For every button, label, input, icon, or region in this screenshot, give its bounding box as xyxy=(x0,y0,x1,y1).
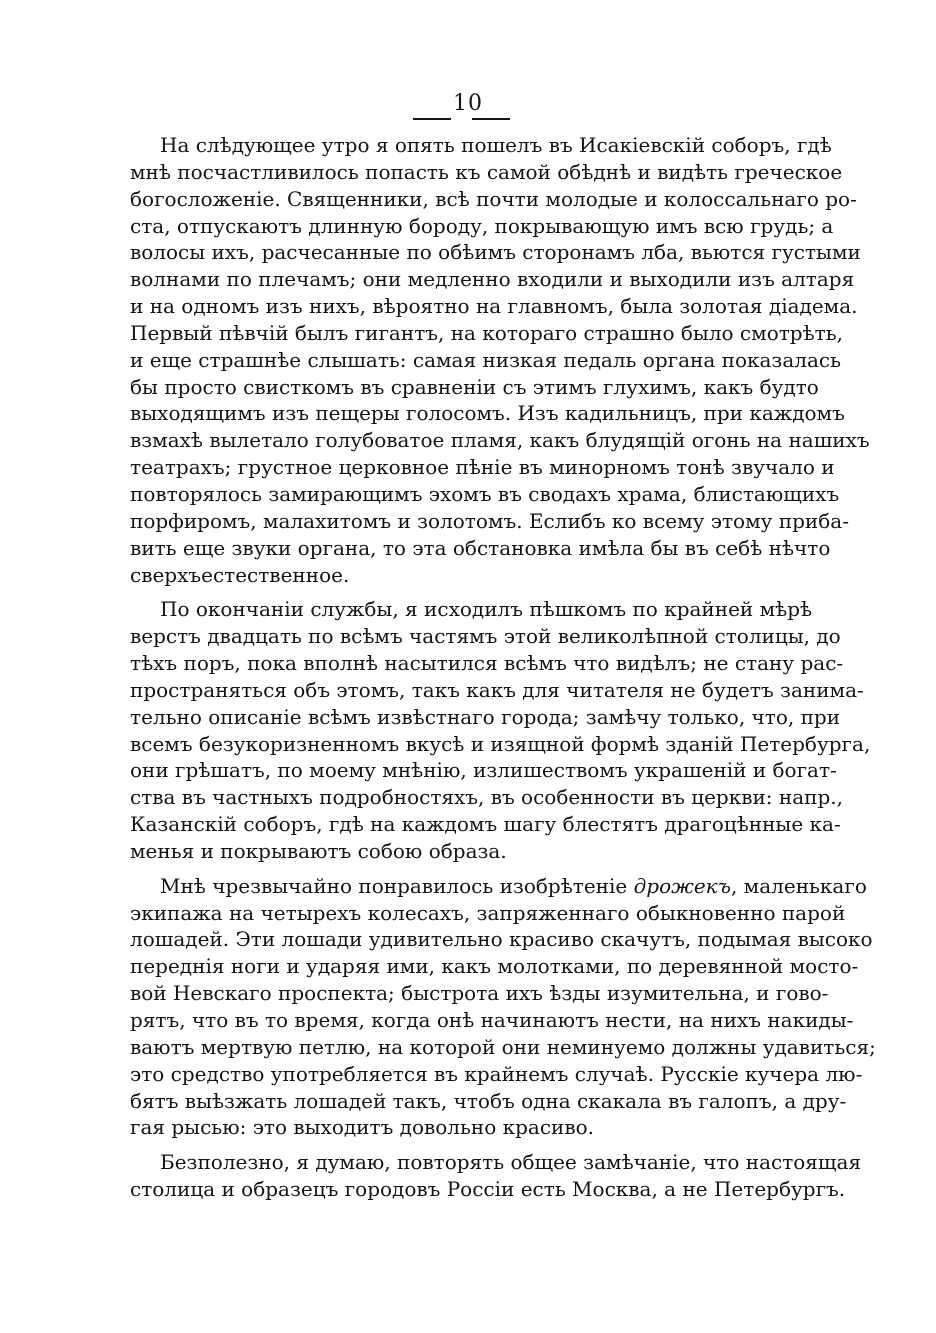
text-line: Безполезно, я думаю, повторять общее замѣчаніе, что настоящая xyxy=(160,1150,862,1175)
text-line: театрахъ; грустное церковное пѣніе въ минорномъ тонѣ звучало и xyxy=(130,455,835,480)
text-line: Первый пѣвчій былъ гигантъ, на котораго страшно было смотрѣть, xyxy=(130,320,843,345)
text-line: всемъ безукоризненномъ вкусѣ и изящной формѣ зданій Петербурга, xyxy=(130,731,871,756)
text-line: столица и образецъ городовъ Россіи есть Москва, а не Петербургъ. xyxy=(130,1177,846,1202)
text-line: На слѣдующее утро я опять пошелъ въ Исакіевскій соборъ, гдѣ xyxy=(160,133,832,157)
text-line: повторялось замирающимъ эхомъ въ сводахъ храма, блистающихъ xyxy=(130,481,840,506)
text-line: вой Невскаго проспекта; быстрота ихъ ѣзды изумительна, и гово- xyxy=(130,981,829,1006)
text-line: порфиромъ, малахитомъ и золотомъ. Еслибъ ко всему этому прибa- xyxy=(130,508,849,533)
paragraph-1 xyxy=(130,132,870,588)
text-line: тѣхъ поръ, пока вполнѣ насытился всѣмъ что видѣлъ; не стану рас- xyxy=(130,651,844,676)
text-line: лошадей. Эти лошади удивительно красиво скачутъ, подымая высоко xyxy=(130,927,873,952)
text-line: и на одномъ изъ нихъ, вѣроятно на главномъ, была золотая діадема. xyxy=(130,294,858,319)
paragraph-2 xyxy=(130,596,871,864)
text-line: Мнѣ чрезвычайно понравилось изобрѣтеніе дрожекъ, маленькаго xyxy=(160,873,867,898)
body-text xyxy=(130,132,876,1203)
text-line: рятъ, что въ то время, когда онѣ начинаютъ нести, на нихъ накиды- xyxy=(130,1008,854,1032)
text-line: экипажа на четырехъ колесахъ, запряженнаго обыкновенно парой xyxy=(130,900,846,925)
text-line: гая рысью: это выходитъ довольно красиво. xyxy=(130,1115,595,1140)
text-line: ста, отпускаютъ длинную бороду, покрывающую имъ всю грудь; а xyxy=(130,213,834,238)
text-line: это средство употребляется въ крайнемъ случаѣ. Русскіе кучера лю- xyxy=(130,1061,863,1086)
text-line: богосложеніе. Священники, всѣ почти молодые и колоссальнаго ро- xyxy=(130,186,857,211)
text-line: ства въ частныхъ подробностяхъ, въ особенности въ церкви: напр., xyxy=(130,785,843,810)
paragraph-gap xyxy=(130,588,810,596)
text-line: сверхъестественное. xyxy=(130,562,350,587)
text-line: бы просто свисткомъ въ сравненіи съ этимъ глухимъ, какъ будто xyxy=(130,374,819,399)
paragraph-gap xyxy=(130,865,810,873)
text-line: вить еще звуки органа, то эта обстановка имѣла бы въ себѣ нѣчто xyxy=(130,535,831,560)
text-line: менья и покрываютъ собою образа. xyxy=(130,838,507,863)
text-line: Казанскій соборъ, гдѣ на каждомъ шагу блестятъ драгоцѣнные ка- xyxy=(130,812,841,837)
text-line: взмахѣ вылетало голубоватое пламя, какъ блудящій огонь на нашихъ xyxy=(130,428,870,453)
text-line: тельно описаніе всѣмъ извѣстнаго города; замѣчу только, что, при xyxy=(130,704,841,729)
text-line: они грѣшатъ, по моему мнѣнію, излишествомъ украшеній и богат- xyxy=(130,758,837,783)
text-line: пространяться объ этомъ, такъ какъ для читателя не будетъ занима- xyxy=(130,677,864,702)
page-number: 10 xyxy=(453,91,483,116)
text-line: верстъ двадцать по всѣмъ частямъ этой великолѣпной столицы, до xyxy=(130,624,841,649)
paragraph-gap xyxy=(130,1141,810,1149)
text-line: выходящимъ изъ пещеры голосомъ. Изъ кадильницъ, при каждомъ xyxy=(130,401,845,426)
text-line: волнами по плечамъ; они медленно входили и выходили изъ алтаря xyxy=(130,267,855,292)
text-line: переднія ноги и ударяя ими, какъ молотками, по деревянной мосто- xyxy=(130,954,859,979)
paragraph-4 xyxy=(130,1149,862,1203)
italic-word: дрожекъ xyxy=(633,873,731,898)
text-line: ваютъ мертвую петлю, на которой они неминуемо должны удавиться; xyxy=(130,1034,876,1059)
page-number-rule-right xyxy=(472,118,510,120)
text-line: волосы ихъ, расчесанные по обѣимъ сторонамъ лба, вьются густыми xyxy=(130,240,861,265)
text-line: мнѣ посчастливилось попасть къ самой обѣднѣ и видѣть греческое xyxy=(130,159,843,184)
paragraph-3 xyxy=(130,873,876,1141)
page-number-rule-left xyxy=(413,118,451,120)
text-line: По окончаніи службы, я исходилъ пѣшкомъ по крайней мѣрѣ xyxy=(160,597,813,622)
text-line: и еще страшнѣе слышать: самая низкая педаль органа показалась xyxy=(130,347,841,372)
text-line: бятъ выѣзжать лошадей такъ, чтобъ одна скакала въ галопъ, а дру- xyxy=(130,1088,847,1113)
